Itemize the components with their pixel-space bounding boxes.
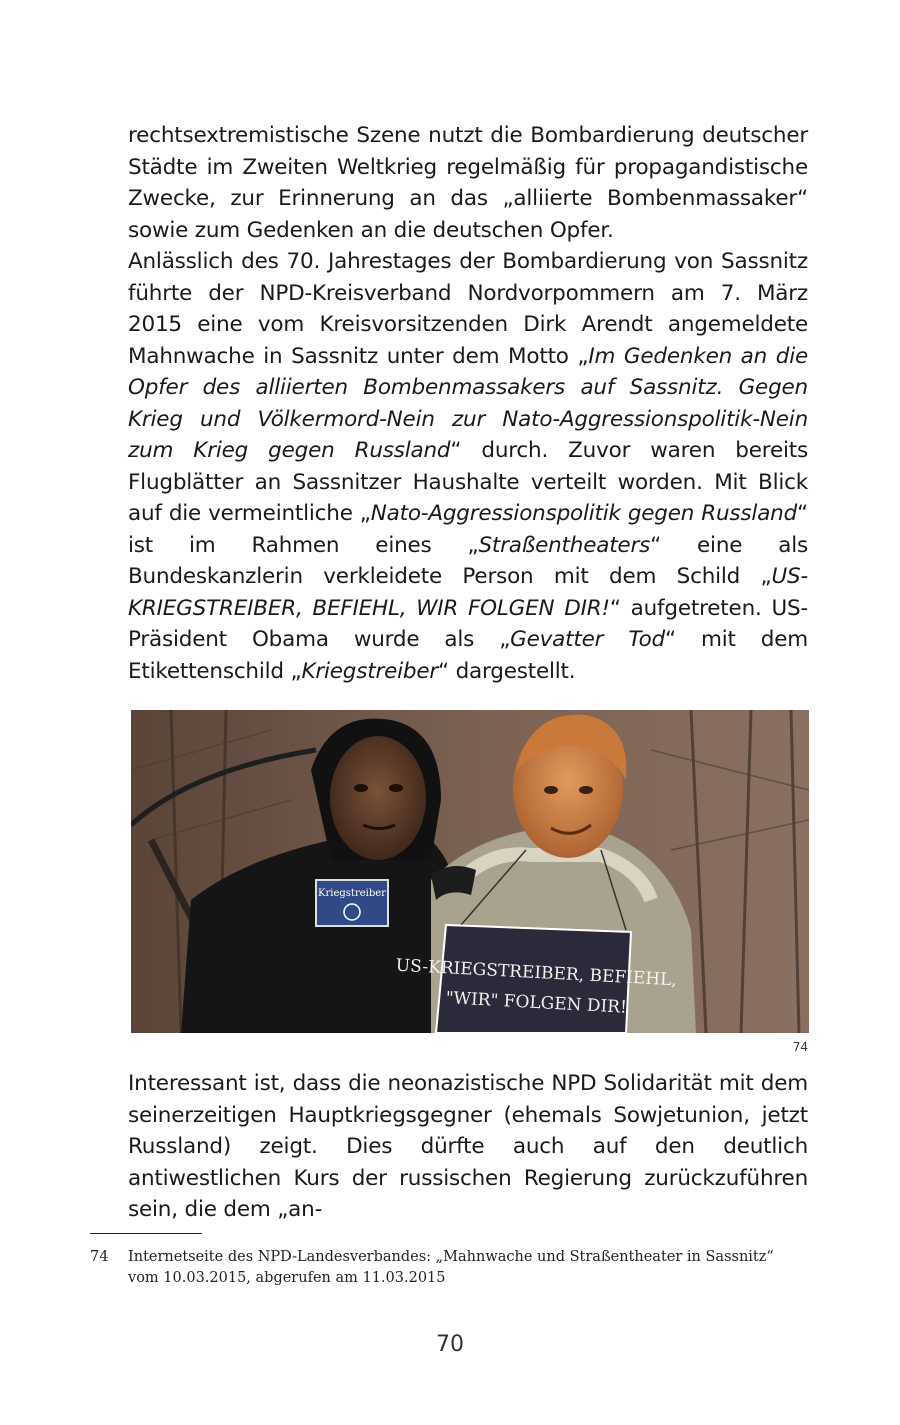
quoted-phrase: US-KRIEGSTREIBER, BEFIEHL, WIR FOLGEN DIR! bbox=[128, 564, 808, 621]
svg-text:US-KRIEGSTREIBER, BEFIEHL,: US-KRIEGSTREIBER, BEFIEHL, bbox=[395, 955, 678, 991]
footnote-text: Internetseite des NPD-Landesverbandes: „Mahnwache und Straßentheater in Sassnitz“ vom 10.03.2015, abgerufen am 11.03.2015 bbox=[128, 1249, 774, 1286]
text-run: Anlässlich des 70. Jahrestages der Bombardierung von Sassnitz führte der NPD-Kreisverband Nordvorpommern am 7. März 2015 eine vom Kreisvorsitzenden Dirk Arendt angemeldete Mahnwache in Sassnitz unter dem Motto „ bbox=[128, 249, 808, 369]
quoted-phrase: Im Gedenken an die Opfer des alliierten Bombenmassakers auf Sassnitz. Gegen Krieg und Völkermord-Nein zur Nato-Aggressionspolitik-Nein zum Krieg gegen Russland bbox=[128, 343, 808, 463]
footnote-divider bbox=[90, 1233, 202, 1234]
text-run: “ eine als Bundeskanzlerin verkleidete Person mit dem Schild „ bbox=[128, 532, 808, 589]
paragraph-interesting: Interessant ist, dass die neonazistische NPD Solidarität mit dem seinerzeitigen Hauptkriegsgegner (ehemals Sowjetunion, jetzt Russland) zeigt. Dies dürfte auch auf den deutlich antiwestlichen Kurs der russischen Regierung zurückzuführen sein, die dem „an- bbox=[128, 1071, 808, 1222]
image-reference: 74 bbox=[792, 1040, 808, 1054]
paragraph-intro: rechtsextremistische Szene nutzt die Bombardierung deutscher Städte im Zweiten Weltkrieg regelmäßig für propagandistische Zwecke, zur Erinnerung an das „alliierte Bombenmassaker“ sowie zum Gedenken an die deutschen Opfer. bbox=[128, 123, 808, 243]
text-run: “ aufgetreten. US-Präsident Obama wurde als „ bbox=[128, 595, 808, 652]
svg-text:Kriegstreiber: Kriegstreiber bbox=[318, 888, 386, 899]
footnote-number: 74 bbox=[90, 1249, 109, 1265]
svg-text:"WIR" FOLGEN DIR!: "WIR" FOLGEN DIR! bbox=[445, 988, 628, 1018]
photo-illustration bbox=[131, 710, 809, 1033]
text-run: “ dargestellt. bbox=[438, 658, 576, 684]
text-run: “ durch. Zuvor waren bereits Flugblätter an Sassnitzer Haushalte verteilt worden. Mit Blick auf die vermeintliche „ bbox=[128, 438, 808, 526]
quoted-phrase: Gevatter Tod bbox=[510, 627, 666, 652]
photo-street-theater bbox=[131, 710, 809, 1033]
quoted-phrase: Straßentheaters bbox=[478, 532, 651, 558]
text-run: “ ist im Rahmen eines „ bbox=[128, 501, 808, 558]
page-number: 70 bbox=[436, 1332, 464, 1357]
kriegstreiber-badge bbox=[316, 880, 388, 926]
paragraph-sassnitz bbox=[128, 246, 808, 687]
quoted-phrase: Nato-Aggressionspolitik gegen Russland bbox=[370, 501, 798, 526]
quoted-phrase: Kriegstreiber bbox=[301, 658, 439, 684]
text-run: “ mit dem Etikettenschild „ bbox=[128, 627, 808, 684]
